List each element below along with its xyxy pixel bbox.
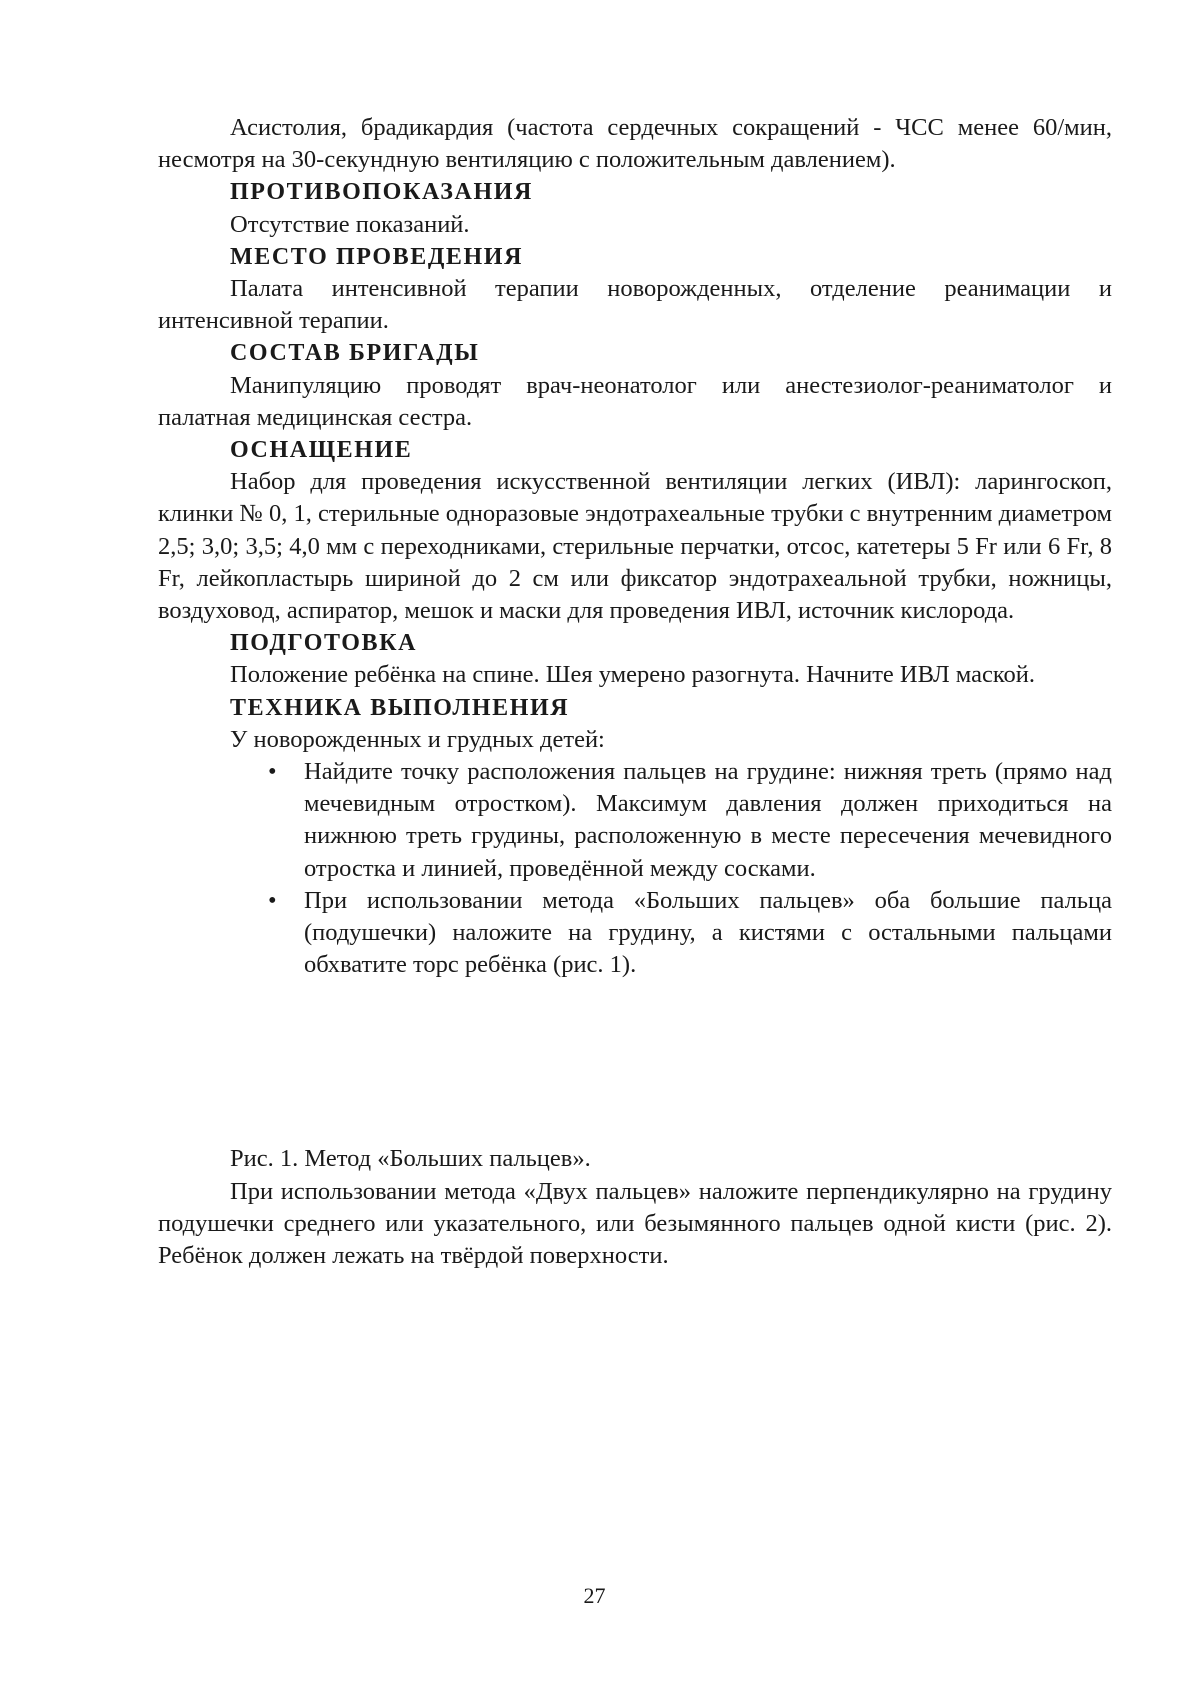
team-paragraph: Манипуляцию проводят врач-неонатолог или анестезиолог-реаниматолог и палатная медицинская сестра. [158,371,1112,431]
bullet-text: При использовании метода «Больших пальцев» оба большие пальца (подушечки) наложите на грудину, а кистями с остальными пальцами обхватите торс ребёнка (рис. 1). [304,886,1112,979]
place-paragraph: Палата интенсивной терапии новорожденных, отделение реанимации и интенсивной терапии. [158,275,1112,335]
technique-intro: У новорожденных и грудных детей: [230,725,605,753]
technique-bullet-list [158,756,1112,981]
list-item [268,885,1112,982]
equipment-paragraph: Набор для проведения искусственной вентиляции легких (ИВЛ): ларингоскоп, клинки № 0, 1, стерильные одноразовые эндотрахеальные трубки с внутренним диаметром 2,5; 3,0; 3,5; 4,0 мм с переходниками, стерильные перчатки, отсос, катетеры 5 Fr или 6 Fr, 8 Fr, лейкопластырь шириной до 2 см или фиксатор эндотрахеальной трубки, ножницы, воздуховод, аспиратор, мешок и маски для проведения ИВЛ, источник кислорода. [158,468,1112,625]
team-heading: СОСТАВ БРИГАДЫ [230,340,480,367]
preparation-heading: ПОДГОТОВКА [230,630,418,657]
technique-heading: ТЕХНИКА ВЫПОЛНЕНИЯ [230,694,570,721]
contraindications-heading: ПРОТИВОПОКАЗАНИЯ [230,179,533,206]
bullet-text: Найдите точку расположения пальцев на грудине: нижняя треть (прямо над мечевидным отростком). Максимум давления должен приходиться на нижнюю треть грудины, расположенную в месте пересечения мечевидного отростка и линией, проведённой между сосками. [304,758,1112,882]
two-finger-paragraph: При использовании метода «Двух пальцев» наложите перпендикулярно на грудину подушечки среднего или указательного, или безымянного пальцев одной кисти (рис. 2). Ребёнок должен лежать на твёрдой поверхности. [158,1177,1112,1270]
figure-caption: Рис. 1. Метод «Больших пальцев». [230,1145,591,1173]
list-item [268,756,1112,885]
figure-area [158,981,1112,1143]
document-page [158,112,1112,1272]
bullet-marker: • [268,886,277,914]
bullet-marker: • [268,758,277,786]
preparation-paragraph: Положение ребёнка на спине. Шея умерено разогнута. Начните ИВЛ маской. [230,661,1035,689]
contraindications-paragraph: Отсутствие показаний. [230,210,470,238]
equipment-heading: ОСНАЩЕНИЕ [230,437,413,464]
page-number: 27 [583,1583,606,1608]
place-heading: МЕСТО ПРОВЕДЕНИЯ [230,243,524,270]
indications-paragraph: Асистолия, брадикардия (частота сердечных сокращений - ЧСС менее 60/мин, несмотря на 30-секундную вентиляцию с положительным давлением). [158,114,1112,174]
